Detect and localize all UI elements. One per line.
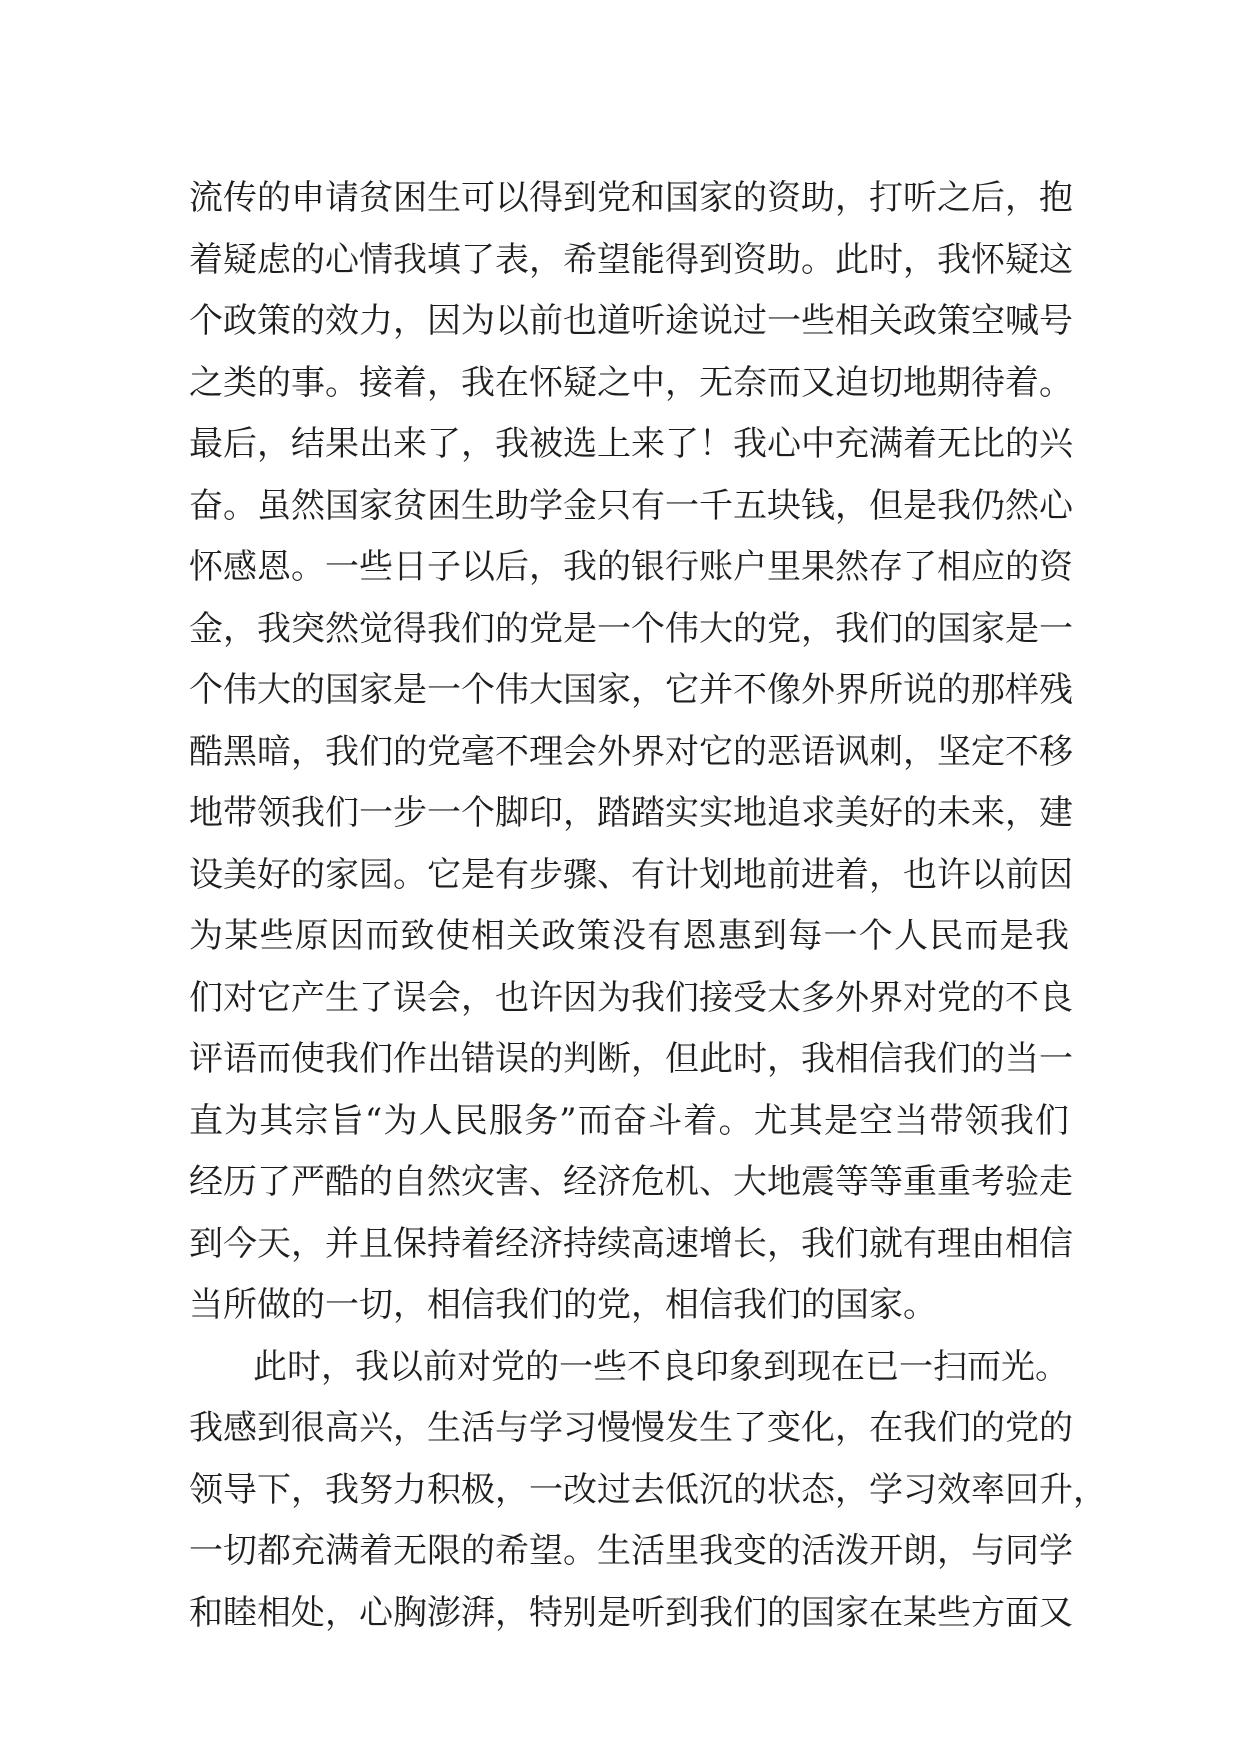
text-line: 领导下，我努力积极，一改过去低沉的状态，学习效率回升， xyxy=(189,1469,1107,1510)
paragraph-2 xyxy=(189,1337,1107,1645)
text-line: 我感到很高兴，生活与学习慢慢发生了变化，在我们的党的 xyxy=(189,1408,1073,1448)
paragraph-1 xyxy=(189,168,1073,1337)
text-line: 此时，我以前对党的一些不良印象到现在已一扫而光。 xyxy=(253,1346,1069,1387)
text-line: 们对它产生了误会，也许因为我们接受太多外界对党的不良 xyxy=(189,977,1073,1018)
text-line: 着疑虑的心情我填了表，希望能得到资助。此时，我怀疑这 xyxy=(189,239,1073,280)
text-line: 酷黑暗，我们的党毫不理会外界对它的恶语讽刺，坚定不移 xyxy=(189,731,1073,772)
text-line: 直为其宗旨“为人民服务”而奋斗着。尤其是空当带领我们 xyxy=(189,1100,1069,1141)
text-line: 个政策的效力，因为以前也道听途说过一些相关政策空喊号 xyxy=(189,301,1073,341)
text-line: 和睦相处，心胸澎湃，特别是听到我们的国家在某些方面又 xyxy=(189,1592,1073,1633)
text-line: 当所做的一切，相信我们的党，相信我们的国家。 xyxy=(189,1285,937,1325)
text-line: 评语而使我们作出错误的判断，但此时，我相信我们的当一 xyxy=(189,1039,1073,1079)
text-line: 之类的事。接着，我在怀疑之中，无奈而又迫切地期待着。 xyxy=(189,362,1073,403)
text-line: 到今天，并且保持着经济持续高速增长，我们就有理由相信 xyxy=(189,1223,1073,1264)
text-line: 金，我突然觉得我们的党是一个伟大的党，我们的国家是一 xyxy=(189,608,1073,649)
text-line: 一切都充满着无限的希望。生活里我变的活泼开朗，与同学 xyxy=(189,1531,1073,1571)
text-line: 设美好的家园。它是有步骤、有计划地前进着，也许以前因 xyxy=(189,854,1073,895)
text-line: 流传的申请贫困生可以得到党和国家的资助，打听之后，抱 xyxy=(189,178,1073,218)
text-line: 最后，结果出来了，我被选上来了！我心中充满着无比的兴 xyxy=(189,424,1073,464)
text-line: 经历了严酷的自然灾害、经济危机、大地震等等重重考验走 xyxy=(189,1162,1073,1202)
text-line: 怀感恩。一些日子以后，我的银行账户里果然存了相应的资 xyxy=(189,547,1073,587)
text-line: 为某些原因而致使相关政策没有恩惠到每一个人民而是我 xyxy=(189,916,1069,956)
body-text xyxy=(189,168,1107,1644)
text-line: 奋。虽然国家贫困生助学金只有一千五块钱，但是我仍然心 xyxy=(189,485,1073,526)
text-line: 地带领我们一步一个脚印，踏踏实实地追求美好的未来，建 xyxy=(189,793,1073,833)
text-line: 个伟大的国家是一个伟大国家，它并不像外界所说的那样残 xyxy=(189,670,1073,710)
